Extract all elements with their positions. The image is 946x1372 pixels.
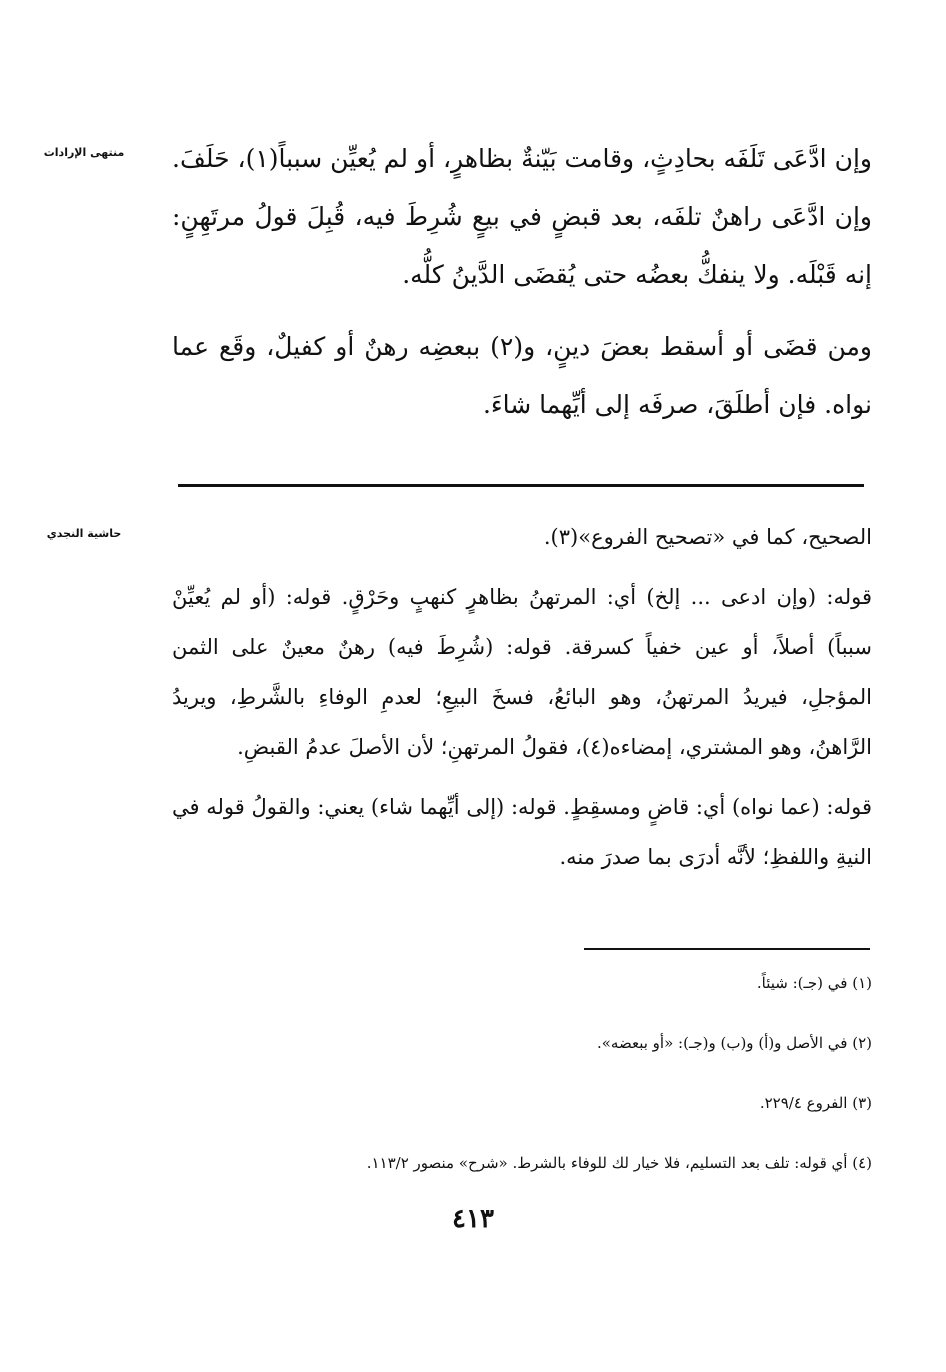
footnote: (٣) الفروع ٢٢٩/٤. bbox=[759, 1094, 872, 1112]
footnote: (٢) في الأصل و(أ) و(ب) و(جـ): «أو ببعضه». bbox=[596, 1034, 872, 1052]
hashiya-paragraph: قوله: (عما نواه) أي: قاضٍ ومسقِطٍ. قوله: (إلى أيِّهما شاء) يعني: والقولُ قوله في النيةِ واللفظِ؛ لأنَّه أدرَى بما صدرَ منه. bbox=[172, 795, 872, 869]
footnote: (١) في (جـ): شيئاً. bbox=[756, 974, 872, 992]
hashiya-paragraph: قوله: (وإن ادعى ... إلخ) أي: المرتهنُ بظاهرٍ كنهبٍ وحَرْقٍ. قوله: (أو لم يُعيِّنْ سبباً) أصلاً، أو عين خفياً كسرقة. قوله: (شُرِطَ فيه) رهنٌ معينٌ على الثمن المؤجلِ، فيريدُ المرتهنُ، وهو البائعُ، فسخَ البيعِ؛ لعدمِ الوفاءِ بالشَّرطِ، ويريدُ الرَّاهنُ، وهو المشتري، إمضاءه(٤)، فقولُ المرتهنِ؛ لأن الأصلَ عدمُ القبضِ. bbox=[172, 585, 872, 759]
matn-text bbox=[172, 130, 872, 434]
section-divider bbox=[178, 484, 864, 487]
matn-source-label: منتهى الإرادات bbox=[43, 146, 125, 159]
hashiya-source-label: حاشية النجدي bbox=[46, 527, 122, 540]
footnotes bbox=[160, 973, 872, 1213]
matn-paragraph: ومن قضَى أو أسقط بعضَ دينٍ، و(٢) ببعضِه رهنٌ أو كفيلٌ، وقَع عما نواه. فإن أطلَقَ، صرفَه إلى أيِّهما شاءَ. bbox=[172, 332, 872, 419]
hashiya-paragraph: الصحيح، كما في «تصحيح الفروع»(٣). bbox=[543, 525, 872, 549]
page-number: ٤١٣ bbox=[452, 1204, 494, 1234]
footnote: (٤) أي قوله: تلف بعد التسليم، فلا خيار لك للوفاء بالشرط. «شرح» منصور ١١٣/٢. bbox=[366, 1154, 872, 1172]
footnote-divider bbox=[584, 948, 870, 950]
matn-paragraph: وإن ادَّعَى تَلَفَه بحادِثٍ، وقامت بَيّنةٌ بظاهرٍ، أو لم يُعيِّن سبباً(١)، حَلَفَ. وإن ادَّعَى راهنٌ تلفَه، بعد قبضٍ في بيعٍ شُرِطَ فيه، قُبِلَ قولُ مرتَهِنٍ: إنه قَبْلَه. ولا ينفكُّ بعضُه حتى يُقضَى الدَّينُ كلُّه. bbox=[172, 144, 872, 289]
hashiya-text bbox=[172, 512, 872, 882]
